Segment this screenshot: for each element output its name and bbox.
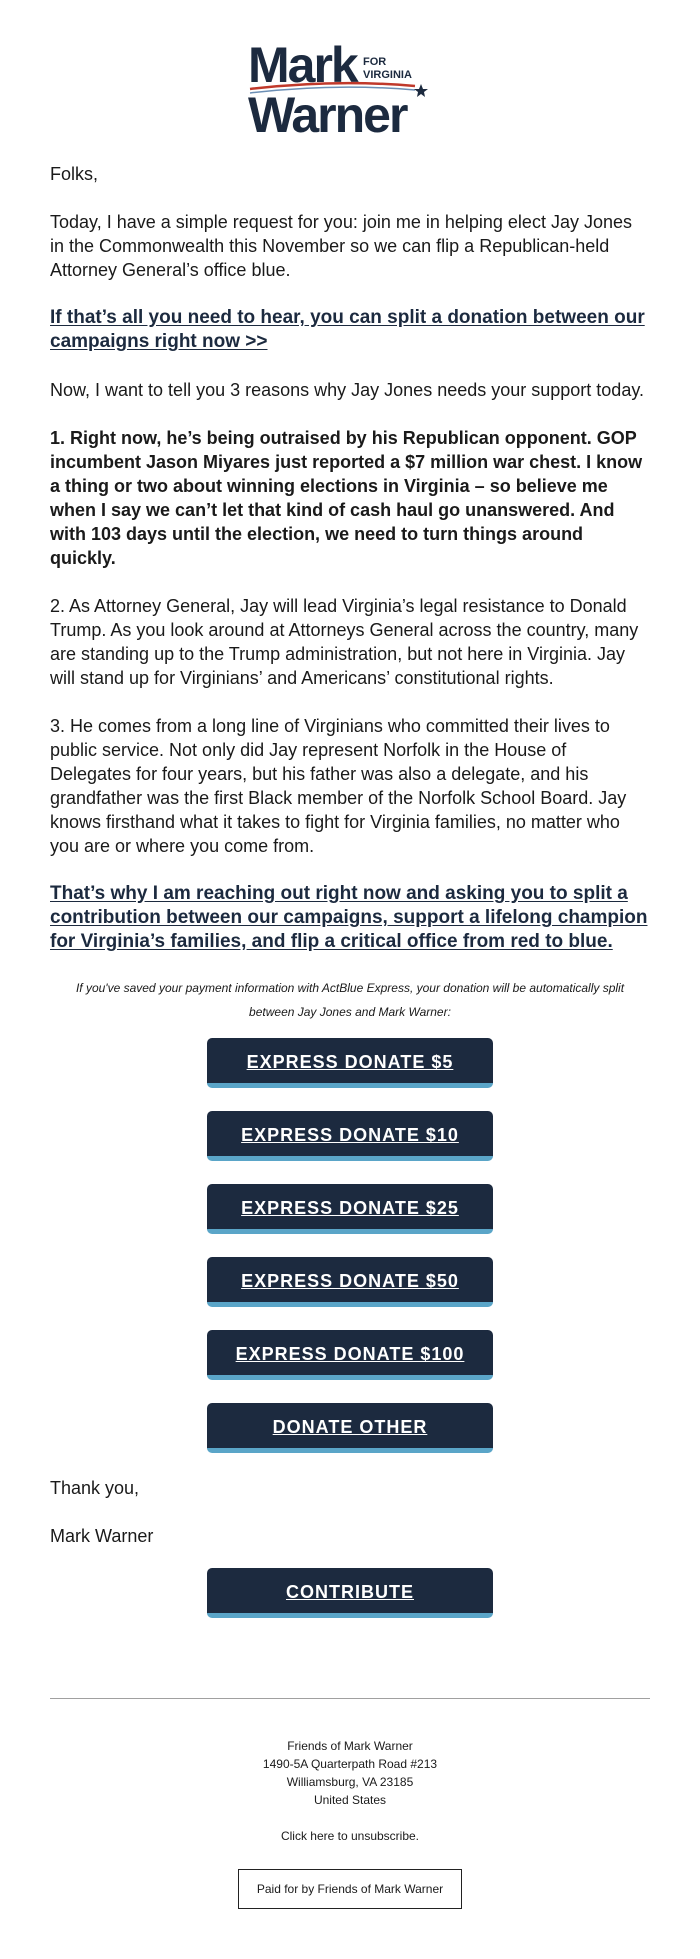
footer-org: Friends of Mark Warner	[287, 1739, 413, 1753]
express-donate-5-button[interactable]: EXPRESS DONATE $5	[207, 1038, 493, 1088]
logo-state: VIRGINIA	[363, 69, 412, 81]
split-donation-link[interactable]: If that’s all you need to hear, you can split a donation between our campaigns right now >>	[50, 307, 645, 352]
contribute-button[interactable]: CONTRIBUTE	[207, 1568, 493, 1618]
email-body	[0, 42, 700, 1909]
logo-for: FOR	[363, 56, 387, 68]
footer-address	[0, 1737, 700, 1809]
footer-street: 1490-5A Quarterpath Road #213	[262, 1757, 438, 1771]
reason-three: 3. He comes from a long line of Virginians who committed their lives to public service. Not only did Jay represent Norfolk in the House of Delegates for four years, but his father was also a delegate, and his grandfather was the first Black member of the Norfolk School Board. Jay knows firsthand what it takes to fight for Virginia families, no matter who you are or where you come from.	[50, 716, 627, 856]
reasons-intro: Now, I want to tell you 3 reasons why Jay Jones needs your support today.	[50, 380, 644, 400]
express-donate-25-button[interactable]: EXPRESS DONATE $25	[207, 1184, 493, 1234]
reason-two: 2. As Attorney General, Jay will lead Virginia’s legal resistance to Donald Trump. As you look around at Attorneys General across the country, many are standing up to the Trump administration, but not here in Virginia. Jay will stand up for Virginians’ and Americans’ constitutional rights.	[50, 596, 639, 688]
greeting: Folks,	[50, 164, 99, 184]
express-donate-10-button[interactable]: EXPRESS DONATE $10	[207, 1111, 493, 1161]
star-icon	[414, 84, 428, 97]
donate-other-button[interactable]: DONATE OTHER	[207, 1403, 493, 1453]
unsubscribe-link[interactable]: Click here to unsubscribe.	[280, 1829, 420, 1843]
donate-button-list	[50, 1038, 650, 1453]
closing-thanks: Thank you,	[50, 1478, 140, 1498]
footer-divider	[50, 1698, 650, 1699]
split-contribution-link[interactable]: That’s why I am reaching out right now and asking you to split a contribution between our campaigns, support a lifelong champion for Virginia’s families, and flip a critical office from red to blue.	[50, 883, 648, 952]
logo-line1: Mark	[248, 42, 357, 93]
actblue-note: If you've saved your payment information with ActBlue Express, your donation will be automatically split between Jay Jones and Mark Warner:	[75, 981, 625, 1019]
footer-country: United States	[313, 1793, 387, 1807]
logo-line2: Warner	[248, 87, 407, 140]
paid-for-disclaimer: Paid for by Friends of Mark Warner	[238, 1869, 462, 1909]
intro-paragraph: Today, I have a simple request for you: join me in helping elect Jay Jones in the Commonwealth this November so we can flip a Republican-held Attorney General’s office blue.	[50, 212, 632, 280]
mark-warner-logo	[245, 42, 455, 140]
express-donate-100-button[interactable]: EXPRESS DONATE $100	[207, 1330, 493, 1380]
footer-city: Williamsburg, VA 23185	[286, 1775, 414, 1789]
reason-one: 1. Right now, he’s being outraised by his Republican opponent. GOP incumbent Jason Miyares just reported a $7 million war chest. I know a thing or two about winning elections in Virginia – so believe me when I say we can’t let that kind of cash haul go unanswered. And with 103 days until the election, we need to turn things around quickly.	[50, 428, 643, 568]
signature: Mark Warner	[50, 1526, 154, 1546]
express-donate-50-button[interactable]: EXPRESS DONATE $50	[207, 1257, 493, 1307]
